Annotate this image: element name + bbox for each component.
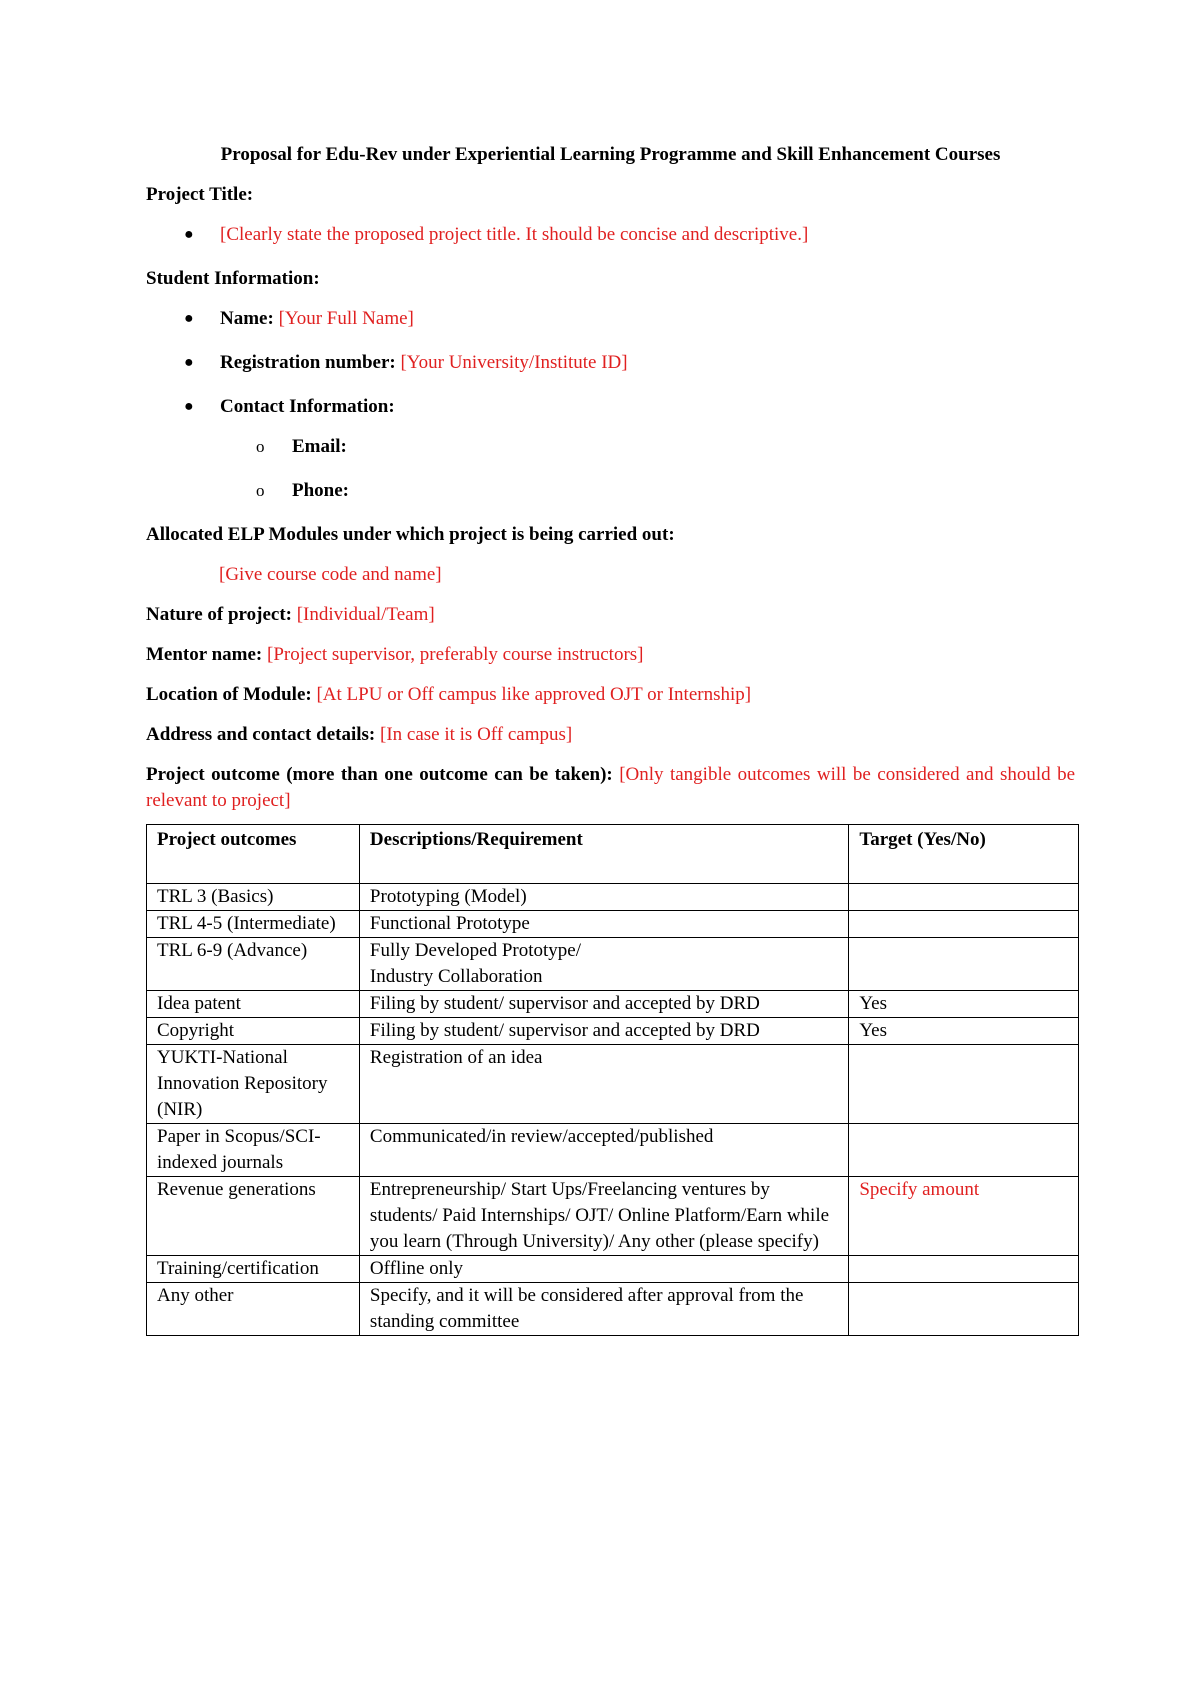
registration-label: Registration number: — [220, 352, 396, 373]
table-row — [147, 938, 1079, 991]
table-row — [147, 1018, 1079, 1045]
contact-item — [146, 394, 1075, 504]
student-info-label: Student Information: — [146, 268, 320, 289]
circle-bullet-icon: o — [256, 481, 265, 500]
table-row — [147, 991, 1079, 1018]
target-cell[interactable]: Yes — [849, 1018, 1079, 1045]
circle-bullet-icon: o — [256, 437, 265, 456]
address-hint: [In case it is Off campus] — [380, 724, 573, 745]
student-name-label: Name: — [220, 308, 274, 329]
table-row — [147, 1045, 1079, 1124]
table-row — [147, 911, 1079, 938]
mentor-hint: [Project supervisor, preferably course instructors] — [267, 644, 644, 665]
target-cell[interactable]: Specify amount — [849, 1177, 1079, 1256]
target-cell[interactable] — [849, 1045, 1079, 1124]
phone-label: Phone: — [292, 480, 349, 501]
student-name-hint: [Your Full Name] — [278, 308, 414, 329]
outcome-cell: TRL 3 (Basics) — [147, 884, 360, 911]
target-cell[interactable]: Yes — [849, 991, 1079, 1018]
outcome-cell: Any other — [147, 1283, 360, 1336]
nature-line — [146, 602, 1075, 628]
contact-sublist — [146, 434, 1075, 504]
table-row — [147, 1283, 1079, 1336]
description-cell: Prototyping (Model) — [359, 884, 848, 911]
target-cell[interactable] — [849, 1256, 1079, 1283]
outcome-line — [146, 762, 1075, 814]
location-label: Location of Module: — [146, 684, 312, 705]
target-cell[interactable] — [849, 911, 1079, 938]
description-cell: Registration of an idea — [359, 1045, 848, 1124]
outcome-cell: TRL 6-9 (Advance) — [147, 938, 360, 991]
student-info-list — [146, 306, 1075, 504]
project-title-label: Project Title: — [146, 184, 254, 205]
description-cell: Fully Developed Prototype/ Industry Collaboration — [359, 938, 848, 991]
description-cell: Functional Prototype — [359, 911, 848, 938]
table-header-row — [147, 825, 1079, 884]
target-cell[interactable] — [849, 884, 1079, 911]
outcome-cell: Paper in Scopus/SCI-indexed journals — [147, 1124, 360, 1177]
description-cell: Entrepreneurship/ Start Ups/Freelancing ventures by students/ Paid Internships/ OJT/ Online Platform/Earn while you learn (Through University)/ Any other (please specify) — [359, 1177, 848, 1256]
mentor-line — [146, 642, 1075, 668]
address-line — [146, 722, 1075, 748]
target-cell[interactable] — [849, 938, 1079, 991]
project-title-list — [146, 222, 1075, 248]
table-row — [147, 1124, 1079, 1177]
project-title-hint: [Clearly state the proposed project title. It should be concise and descriptive.] — [220, 224, 809, 245]
outcome-cell: Copyright — [147, 1018, 360, 1045]
contact-label: Contact Information: — [220, 396, 395, 417]
bullet-icon: ● — [184, 226, 194, 243]
registration-hint: [Your University/Institute ID] — [400, 352, 628, 373]
registration-item — [146, 350, 1075, 376]
outcome-hint: [Only tangible outcomes will be considered and should be relevant to project] — [146, 764, 1076, 811]
outcome-cell: Revenue generations — [147, 1177, 360, 1256]
location-line — [146, 682, 1075, 708]
nature-hint: [Individual/Team] — [296, 604, 435, 625]
outcomes-table — [146, 824, 1079, 1336]
outcome-label: Project outcome (more than one outcome can be taken): — [146, 764, 613, 785]
outcome-cell: YUKTI-National Innovation Repository (NIR) — [147, 1045, 360, 1124]
mentor-label: Mentor name: — [146, 644, 263, 665]
student-name-item — [146, 306, 1075, 332]
description-cell: Communicated/in review/accepted/published — [359, 1124, 848, 1177]
description-cell: Specify, and it will be considered after approval from the standing committee — [359, 1283, 848, 1336]
description-cell: Filing by student/ supervisor and accepted by DRD — [359, 991, 848, 1018]
email-item — [146, 434, 1075, 460]
nature-label: Nature of project: — [146, 604, 292, 625]
document-title: Proposal for Edu-Rev under Experiential Learning Programme and Skill Enhancement Courses — [220, 144, 1001, 165]
header-description: Descriptions/Requirement — [359, 825, 848, 884]
outcome-cell: Idea patent — [147, 991, 360, 1018]
header-outcomes: Project outcomes — [147, 825, 360, 884]
bullet-icon: ● — [184, 310, 194, 327]
phone-item — [146, 478, 1075, 504]
outcome-cell: TRL 4-5 (Intermediate) — [147, 911, 360, 938]
table-row — [147, 1256, 1079, 1283]
table-row — [147, 1177, 1079, 1256]
bullet-icon: ● — [184, 354, 194, 371]
elp-hint: [Give course code and name] — [219, 564, 442, 585]
address-label: Address and contact details: — [146, 724, 376, 745]
location-hint: [At LPU or Off campus like approved OJT or Internship] — [316, 684, 752, 705]
elp-label: Allocated ELP Modules under which project is being carried out: — [146, 524, 675, 545]
bullet-icon: ● — [184, 398, 194, 415]
table-row — [147, 884, 1079, 911]
description-cell: Offline only — [359, 1256, 848, 1283]
project-title-item — [146, 222, 1075, 248]
outcome-cell: Training/certification — [147, 1256, 360, 1283]
target-cell[interactable] — [849, 1283, 1079, 1336]
target-cell[interactable] — [849, 1124, 1079, 1177]
header-target: Target (Yes/No) — [849, 825, 1079, 884]
description-cell: Filing by student/ supervisor and accepted by DRD — [359, 1018, 848, 1045]
email-label: Email: — [292, 436, 347, 457]
